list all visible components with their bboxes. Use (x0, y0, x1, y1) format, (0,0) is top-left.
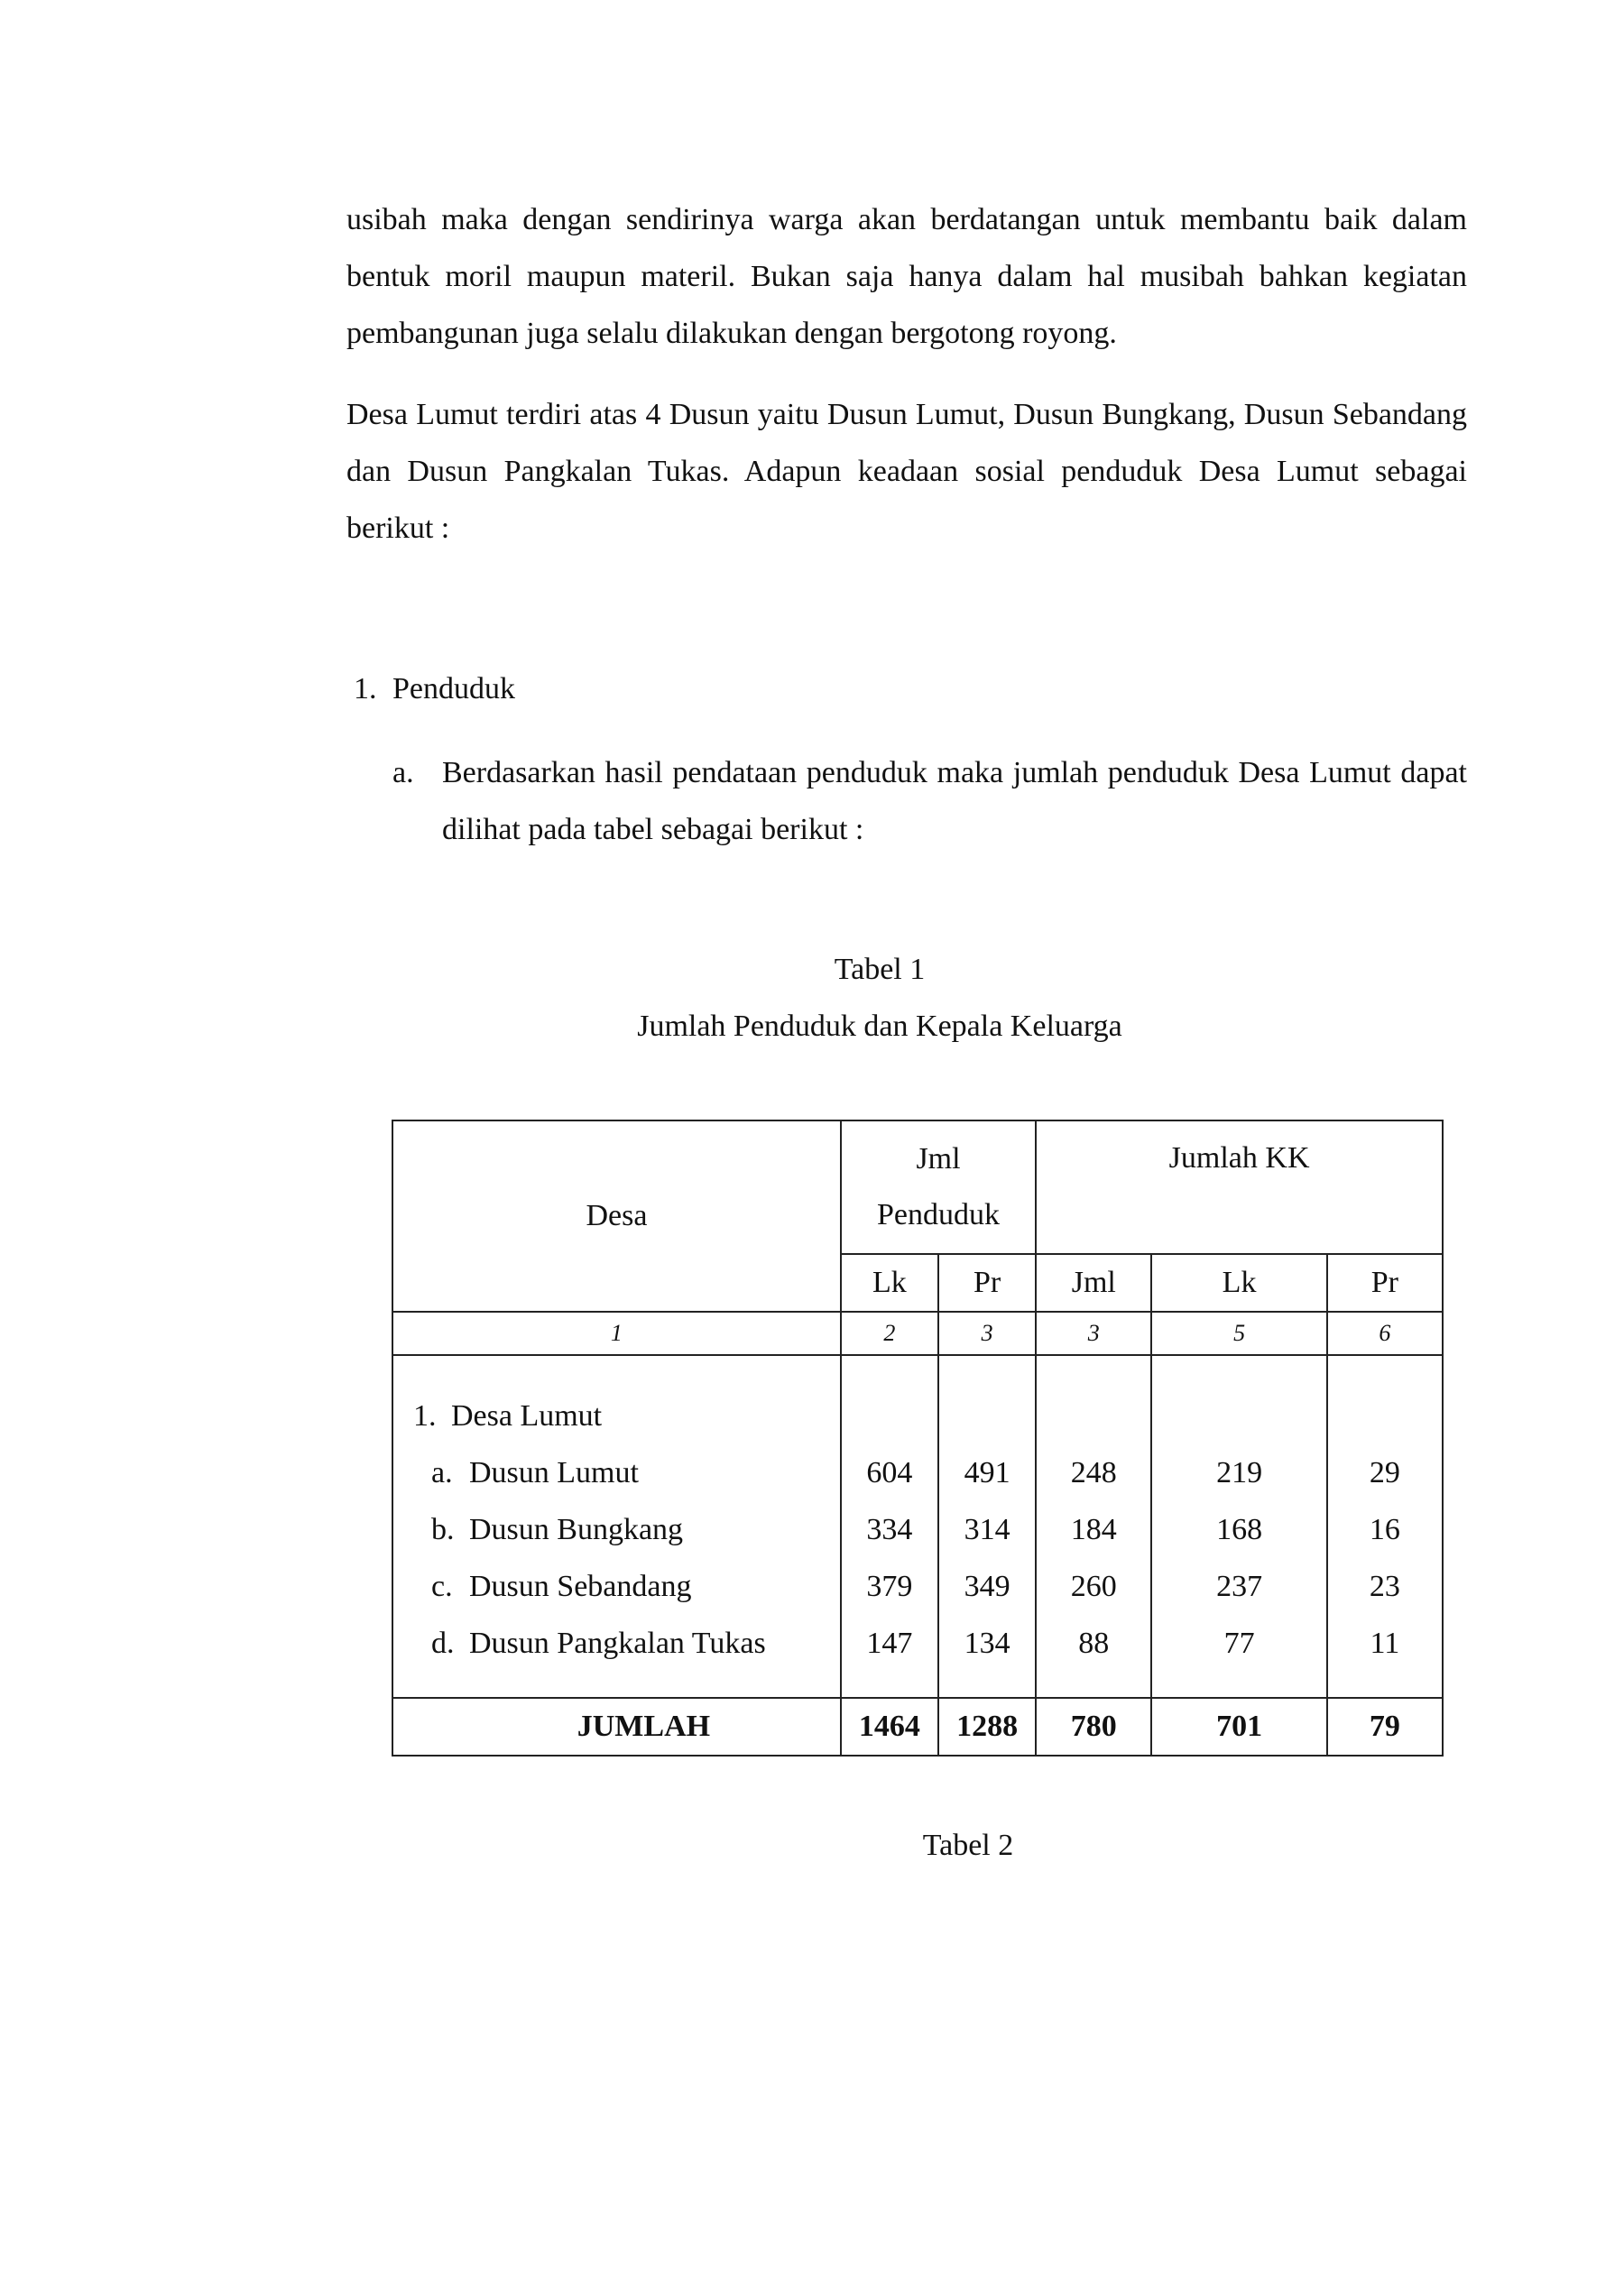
pr-column (938, 1355, 1036, 1698)
col-number: 2 (841, 1312, 938, 1355)
cell-value: 334 (866, 1512, 913, 1546)
lk-column (841, 1355, 938, 1698)
cell-value: 491 (964, 1455, 1010, 1489)
header-kk-jml: Jml (1036, 1254, 1151, 1312)
header-kk-lk: Lk (1151, 1254, 1326, 1312)
dusun-name: Dusun Pangkalan Tukas (469, 1626, 766, 1660)
cell-value: 168 (1216, 1512, 1263, 1546)
header-desa (392, 1120, 841, 1312)
header-jml-line1: Jml (916, 1142, 961, 1176)
total-label: JUMLAH (392, 1698, 841, 1756)
cell-value: 11 (1370, 1626, 1400, 1660)
dusun-row (393, 1615, 840, 1672)
dusun-row (393, 1501, 840, 1558)
header-jumlah-kk (1036, 1120, 1443, 1254)
section-number: 1. (354, 672, 377, 705)
desa-column (392, 1355, 841, 1698)
cell-value: 260 (1070, 1569, 1117, 1603)
dusun-letter: a. (431, 1455, 453, 1489)
col-number: 3 (938, 1312, 1036, 1355)
cell-value: 219 (1216, 1455, 1263, 1489)
total-value: 1288 (938, 1698, 1036, 1756)
cell-value: 248 (1070, 1455, 1117, 1489)
group-label: Desa Lumut (451, 1398, 603, 1433)
dusun-name: Dusun Bungkang (469, 1512, 684, 1546)
paragraph-1: usibah maka dengan sendirinya warga akan berdatangan untuk membantu baik dalam bentuk moril maupun materil. Bukan saja hanya dalam hal musibah bahkan kegiatan pembangunan juga selalu dilakukan dengan bergotong royong. (346, 203, 1467, 350)
col-number: 3 (1036, 1312, 1151, 1355)
kk-lk-column (1151, 1355, 1326, 1698)
table-1-number: Tabel 1 (834, 953, 926, 986)
population-table (392, 1120, 1444, 1757)
dusun-letter: d. (431, 1626, 455, 1660)
col-number: 6 (1327, 1312, 1443, 1355)
dusun-name: Dusun Sebandang (469, 1569, 692, 1603)
subsection-letter: a. (392, 756, 414, 789)
cell-value: 88 (1078, 1626, 1110, 1660)
header-jml-penduduk (841, 1120, 1036, 1254)
cell-value: 184 (1070, 1512, 1117, 1546)
total-value: 1464 (841, 1698, 938, 1756)
total-value: 79 (1327, 1698, 1443, 1756)
total-value: 780 (1036, 1698, 1151, 1756)
group-number: 1. (413, 1398, 437, 1433)
header-lk: Lk (841, 1254, 938, 1312)
dusun-letter: c. (431, 1569, 453, 1603)
cell-value: 349 (964, 1569, 1010, 1603)
col-number: 1 (392, 1312, 841, 1355)
group-row (393, 1388, 840, 1444)
header-jumlah-kk-label: Jumlah KK (1168, 1141, 1310, 1175)
cell-value: 77 (1223, 1626, 1255, 1660)
dusun-row (393, 1558, 840, 1615)
section-title: Penduduk (392, 672, 515, 705)
header-desa-label: Desa (586, 1199, 648, 1232)
dusun-name: Dusun Lumut (469, 1455, 639, 1489)
kk-pr-column (1327, 1355, 1443, 1698)
cell-value: 147 (866, 1626, 913, 1660)
paragraph-2: Desa Lumut terdiri atas 4 Dusun yaitu Dusun Lumut, Dusun Bungkang, Dusun Sebandang dan Dusun Pangkalan Tukas. Adapun keadaan sosial penduduk Desa Lumut sebagai berikut : (346, 398, 1467, 545)
table-2-number: Tabel 2 (922, 1829, 1014, 1862)
dusun-row (393, 1444, 840, 1501)
dusun-letter: b. (431, 1512, 455, 1546)
col-number: 5 (1151, 1312, 1326, 1355)
subsection-text: Berdasarkan hasil pendataan penduduk maka jumlah penduduk Desa Lumut dapat dilihat pada tabel sebagai berikut : (442, 756, 1467, 846)
cell-value: 379 (866, 1569, 913, 1603)
table-1-title: Jumlah Penduduk dan Kepala Keluarga (637, 1010, 1122, 1043)
cell-value: 134 (964, 1626, 1010, 1660)
cell-value: 23 (1369, 1569, 1400, 1603)
total-value: 701 (1151, 1698, 1326, 1756)
header-kk-pr: Pr (1327, 1254, 1443, 1312)
cell-value: 314 (964, 1512, 1010, 1546)
cell-value: 29 (1369, 1455, 1400, 1489)
cell-value: 16 (1369, 1512, 1400, 1546)
total-row (392, 1698, 1443, 1756)
cell-value: 237 (1216, 1569, 1263, 1603)
header-pr: Pr (938, 1254, 1036, 1312)
cell-value: 604 (866, 1455, 913, 1489)
kk-jml-column (1036, 1355, 1151, 1698)
header-jml-line2: Penduduk (877, 1198, 1001, 1231)
